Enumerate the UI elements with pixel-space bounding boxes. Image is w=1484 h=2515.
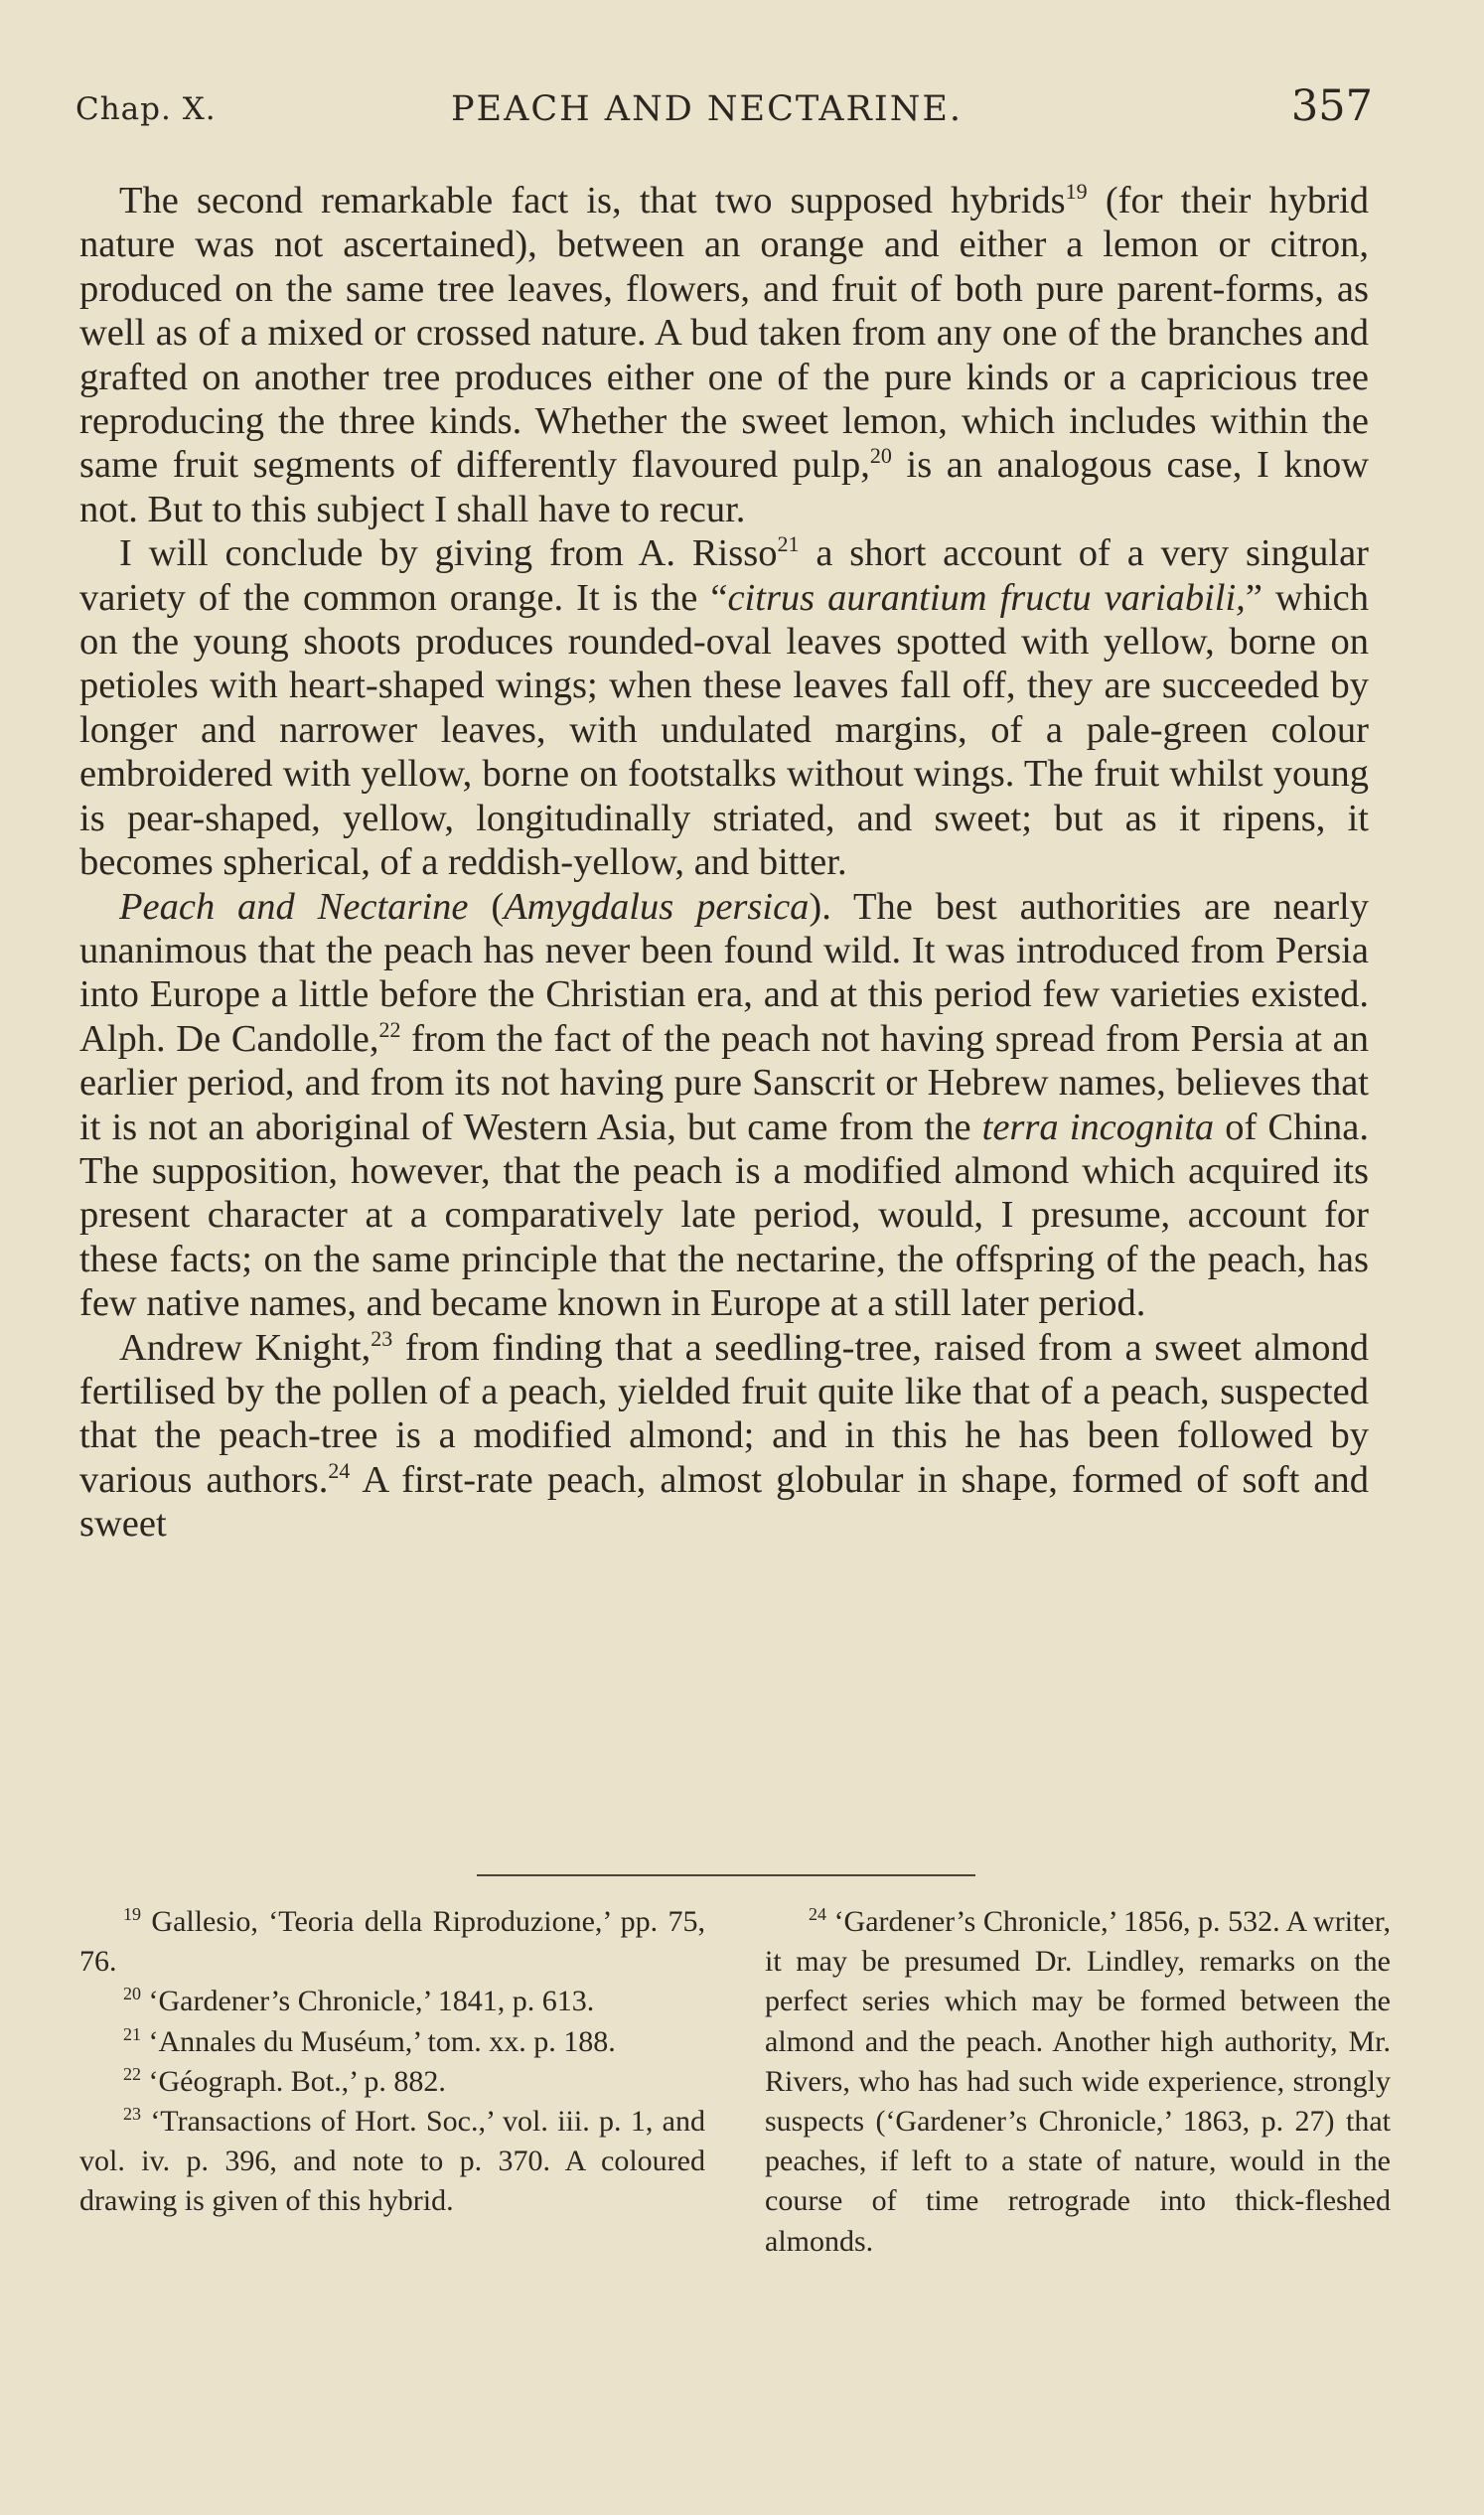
terra-incognita: terra incognita xyxy=(981,1106,1215,1148)
page-header xyxy=(75,81,1373,143)
paragraph-knight xyxy=(79,1326,1369,1547)
footnote-ref-23: 23 xyxy=(371,1325,393,1351)
running-title: PEACH AND NECTARINE. xyxy=(451,89,964,129)
footnote-text: ‘Gardener’s Chronicle,’ 1856, p. 532. A writer, it may be presumed Dr. Lindley, remarks on the perfect series which may be formed between the almond and the peach. Another high authority, Mr. Rivers, who has had such wide experience, strongly suspects (‘Gardener’s Chronicle,’ 1863, p. 27) that peaches, if left to a state of nature, would in the course of time retrograde into thick-fleshed almonds. xyxy=(765,1905,1391,2258)
page-number: 357 xyxy=(1290,81,1373,131)
main-text xyxy=(79,179,1369,1547)
footnote-ref-22: 22 xyxy=(378,1016,401,1042)
text-run: ” which on the young shoots produces rounded-oval leaves spotted with yellow, borne on petioles with heart-shaped wings; when these leaves fall off, they are succeeded by longer and narrower leaves, with undulated margins, of a pale-green colour embroidered with yellow, borne on footstalks without wings. The fruit whilst young is pear-shaped, yellow, longitudinally striated, and sweet; but as it ripens, it becomes spherical, of a reddish-yellow, and bitter. xyxy=(79,576,1369,884)
footnote-text: Gallesio, ‘Teoria della Riproduzione,’ pp. 75, 76. xyxy=(79,1905,705,1979)
section-heading: Peach and Nectarine xyxy=(119,885,469,928)
text-run: from finding that a seedling-tree, raised from a sweet almond fertilised by the pollen of a peach, yielded fruit quite like that of a peach, suspected that the peach-tree is a modified almond; and in this he has been followed by various authors. xyxy=(79,1326,1369,1501)
paragraph-hybrids xyxy=(79,179,1369,531)
text-run: from the fact of the peach not having spread from Persia at an earlier period, and from its not having pure Sanscrit or Hebrew names, believes that it is not an aboriginal of Western Asia, but came from the xyxy=(79,1017,1370,1148)
footnote-text: ‘Annales du Muséum,’ tom. xx. p. 188. xyxy=(141,2024,616,2058)
text-run: I will conclude by giving from A. Risso xyxy=(119,532,778,575)
footnote-ref-24: 24 xyxy=(328,1457,351,1483)
footnote-ref-21: 21 xyxy=(777,531,800,557)
chapter-label: Chap. X. xyxy=(75,91,217,127)
footnote-divider xyxy=(477,1874,975,1876)
text-run: is an analogous case, I know not. But to this subject I shall have to recur. xyxy=(79,444,1369,530)
text-run: ( xyxy=(468,885,505,928)
text-run: Andrew Knight, xyxy=(119,1326,371,1369)
species-name: Amygdalus persica xyxy=(504,885,810,928)
footnote-number: 21 xyxy=(123,2023,141,2044)
latin-name: citrus aurantium fructu variabili, xyxy=(727,576,1246,619)
footnote-number: 24 xyxy=(809,1904,826,1924)
footnotes-left-column xyxy=(79,1902,705,2222)
footnotes-right-column xyxy=(765,1902,1391,2262)
paragraph-peach-nectarine xyxy=(79,885,1369,1326)
text-run: a short account of a very singular variety of the common orange. It is the “ xyxy=(79,532,1369,619)
text-run: A first-rate peach, almost globular in shape, formed of soft and sweet xyxy=(79,1458,1369,1546)
footnote-19 xyxy=(79,1902,705,1982)
paragraph-risso-orange xyxy=(79,531,1369,884)
footnote-20 xyxy=(79,1982,705,2021)
text-run: (for their hybrid nature was not ascertained), between an orange and either a lemon or citron, produced on the same tree leaves, flowers, and fruit of both pure parent-forms, as well as of a mixed or crossed nature. A bud taken from any one of the branches and grafted on another tree produces either one of the pure kinds or a capricious tree reproducing the three kinds. Whether the sweet lemon, which includes within the same fruit segments of differently flavoured pulp, xyxy=(79,180,1369,487)
footnote-ref-20: 20 xyxy=(869,443,892,469)
footnote-number: 23 xyxy=(123,2104,141,2125)
footnote-23 xyxy=(79,2102,705,2222)
footnote-21 xyxy=(79,2022,705,2062)
footnote-number: 19 xyxy=(123,1904,141,1924)
footnote-number: 22 xyxy=(123,2063,141,2084)
text-run: The second remarkable fact is, that two supposed hybrids xyxy=(119,180,1066,222)
footnote-24 xyxy=(765,1902,1391,2262)
footnote-number: 20 xyxy=(123,1984,141,2004)
footnote-text: ‘Transactions of Hort. Soc.,’ vol. iii. p. 1, and vol. iv. p. 396, and note to p. 370. A coloured drawing is given of this hybrid. xyxy=(79,2105,705,2218)
text-run: ). The best authorities are nearly unanimous that the peach has never been found wild. It was introduced from Persia into Europe a little before the Christian era, and at this period few varieties existed. Alph. De Candolle, xyxy=(79,885,1369,1060)
footnote-22 xyxy=(79,2062,705,2102)
footnote-ref-19: 19 xyxy=(1065,179,1088,205)
footnote-text: ‘Gardener’s Chronicle,’ 1841, p. 613. xyxy=(141,1985,595,2018)
footnote-text: ‘Géograph. Bot.,’ p. 882. xyxy=(141,2064,446,2098)
text-run: of China. The supposition, however, that the peach is a modified almond which acquired its present character at a comparatively late period, would, I presume, account for these facts; on the same principle that the nectarine, the offspring of the peach, has few native names, and became known in Europe at a still later period. xyxy=(79,1106,1369,1325)
